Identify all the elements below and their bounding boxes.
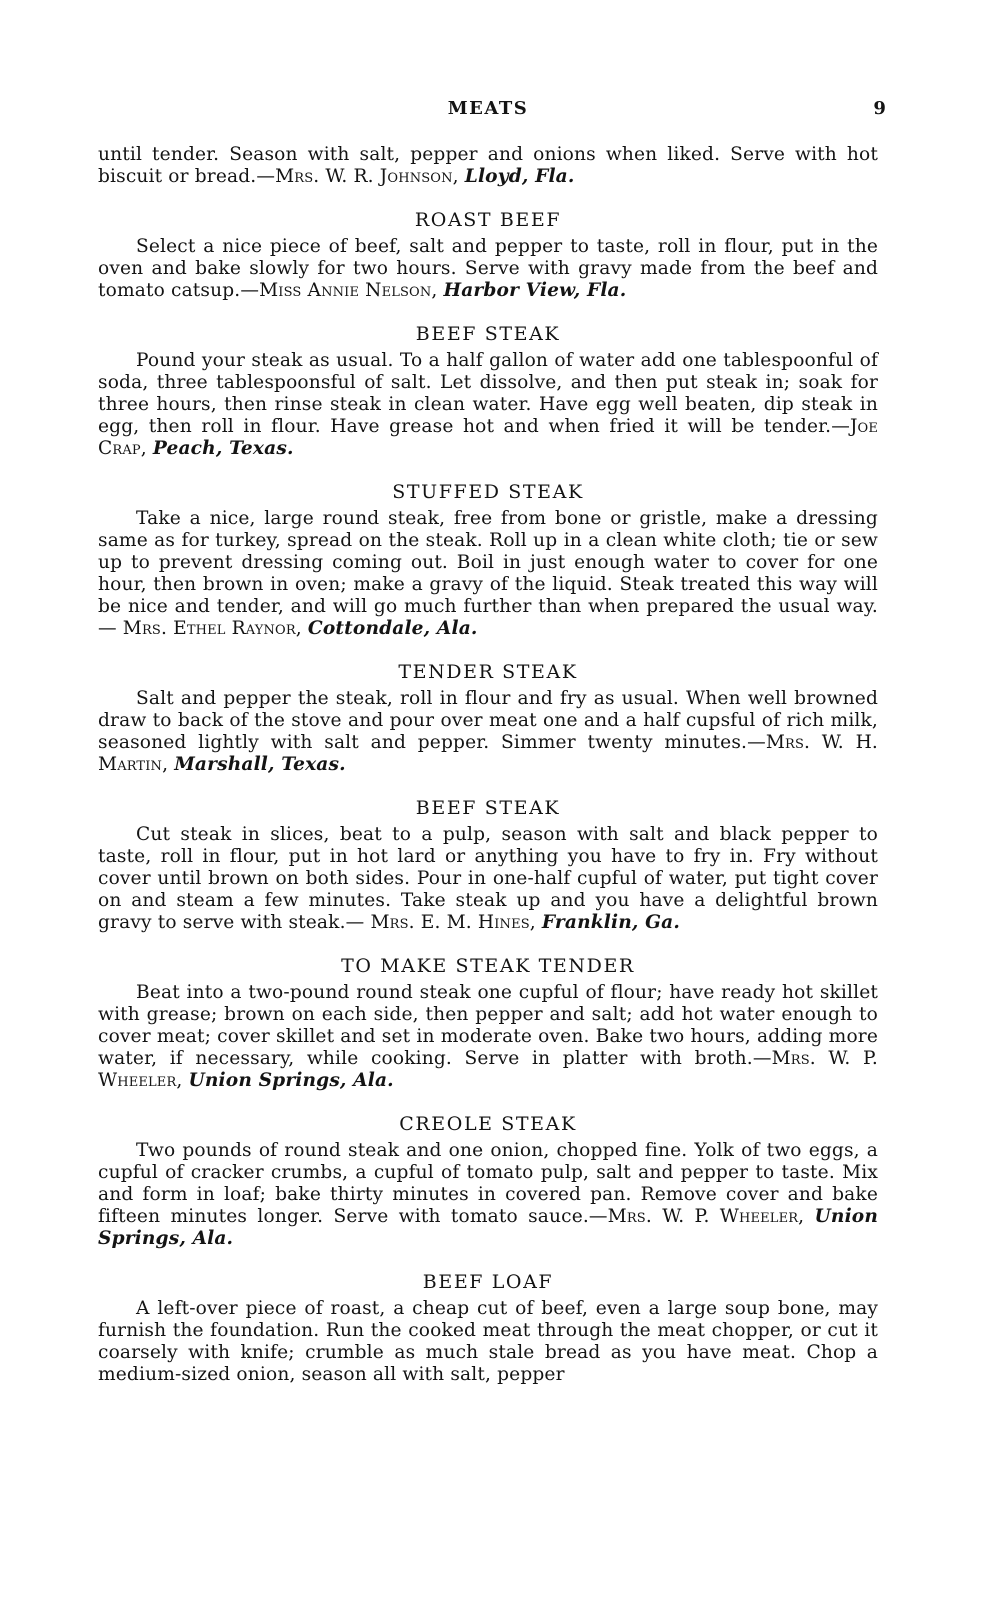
recipe-author: —Mrs. W. P. Wheeler, [588,1206,805,1227]
recipe-body: Two pounds of round steak and one onion, chopped fine. Yolk of two eggs, a cupful of cracker crumbs, a cupful of tomato pulp, salt and pepper to taste. Mix and form in loaf; bake thirty minutes in covered pan. Remove cover and bake fifteen minutes longer. Serve with tomato sauce. [98,1140,878,1227]
recipe-beef-steak-2 [98,796,878,934]
recipe-beef-loaf [98,1270,878,1386]
recipe-text [98,1140,878,1250]
recipe-body: A left-over piece of roast, a cheap cut of beef, even a large soup bone, may furnish the foundation. Run the cooked meat through the meat chopper, or cut it coarsely with knife; crumble as much stale bread as you have meat. Chop a medium-sized onion, season all with salt, pepper [98,1298,878,1385]
running-head [98,98,886,124]
recipe-beef-steak [98,322,878,460]
recipe-text [98,350,878,460]
recipe-creole-steak [98,1112,878,1250]
recipe-text [98,824,878,934]
recipe-title: ROAST BEEF [414,209,562,231]
recipe-roast-beef [98,208,878,302]
recipe-author: —Mrs. W. R. Johnson, [256,166,459,187]
recipe-title: BEEF LOAF [422,1271,554,1293]
recipe-place: Union Springs, Ala. [188,1070,394,1091]
recipe-title: TO MAKE STEAK TENDER [341,955,635,977]
recipe-title: STUFFED STEAK [392,481,584,503]
recipe-text [98,508,878,640]
recipe-author: —Miss Annie Nelson, [240,280,438,301]
recipe-body: until tender. Season with salt, pepper and onions when liked. Serve with hot biscuit or bread. [98,144,878,187]
recipe-text [98,144,878,188]
recipe-author: — Mrs. E. M. Hines, [345,912,536,933]
recipe-text [98,688,878,776]
recipe-place: Cottondale, Ala. [307,618,478,639]
running-title: MEATS [447,98,529,119]
recipe-body: Cut steak in slices, beat to a pulp, season with salt and black pepper to taste, roll in flour, put in hot lard or anything you have to fry in. Fry without cover until brown on both sides. Pour in one-half cupful of water, put tight cover on and steam a few minutes. Take steak up and you have a delightful brown gravy to serve with steak. [98,824,878,933]
recipe-text [98,236,878,302]
recipe-body: Pound your steak as usual. To a half gallon of water add one tablespoonful of soda, three tablespoonsful of salt. Let dissolve, and then put steak in; soak for three hours, then rinse steak in clean water. Have egg well beaten, dip steak in egg, then roll in flour. Have grease hot and when fried it will be tender. [98,350,878,437]
recipe-text [98,1298,878,1386]
recipe-author: —Mrs. W. P. Wheeler, [98,1048,878,1091]
recipe-place: Peach, Texas. [152,438,294,459]
recipe-place: Harbor View, Fla. [443,280,627,301]
page-number: 9 [873,98,886,119]
recipe-author: —Joe Crap, [98,416,878,459]
recipe-place: Union Springs, Ala. [98,1206,878,1249]
recipe-title: BEEF STEAK [415,797,561,819]
recipe-title: TENDER STEAK [398,661,578,683]
recipe-stuffed-steak [98,480,878,640]
recipe-author: — Mrs. Ethel Raynor, [98,618,302,639]
recipe-body: Salt and pepper the steak, roll in flour and fry as usual. When well browned draw to back of the stove and pour over meat one and a half cupsful of rich milk, seasoned lightly with salt and pepper. Simmer twenty minutes. [98,688,878,753]
recipe-body: Take a nice, large round steak, free from bone or gristle, make a dressing same as for turkey, spread on the steak. Roll up in a clean white cloth; tie or sew up to prevent dressing coming out. Boil in just enough water to cover for one hour, then brown in oven; make a gravy of the liquid. Steak treated this way will be nice and tender, and will go much further than when prepared the usual way. [98,508,878,617]
recipe-title: BEEF STEAK [415,323,561,345]
continued-recipe [98,144,878,188]
recipe-place: Franklin, Ga. [541,912,680,933]
recipe-author: —Mrs. W. H. Martin, [98,732,878,775]
recipe-tender-steak [98,660,878,776]
recipe-body: Beat into a two-pound round steak one cupful of flour; have ready hot skillet with grease; brown on each side, then pepper and salt; add hot water enough to cover meat; cover skillet and set in moderate oven. Bake two hours, adding more water, if necessary, while cooking. Serve in platter with broth. [98,982,878,1069]
recipe-title: CREOLE STEAK [399,1113,577,1135]
recipe-to-make-steak-tender [98,954,878,1092]
recipe-place: Marshall, Texas. [174,754,346,775]
recipe-body: Select a nice piece of beef, salt and pepper to taste, roll in flour, put in the oven and bake slowly for two hours. Serve with gravy made from the beef and tomato catsup. [98,236,878,301]
recipe-text [98,982,878,1092]
recipe-place: Lloyd, Fla. [464,166,575,187]
